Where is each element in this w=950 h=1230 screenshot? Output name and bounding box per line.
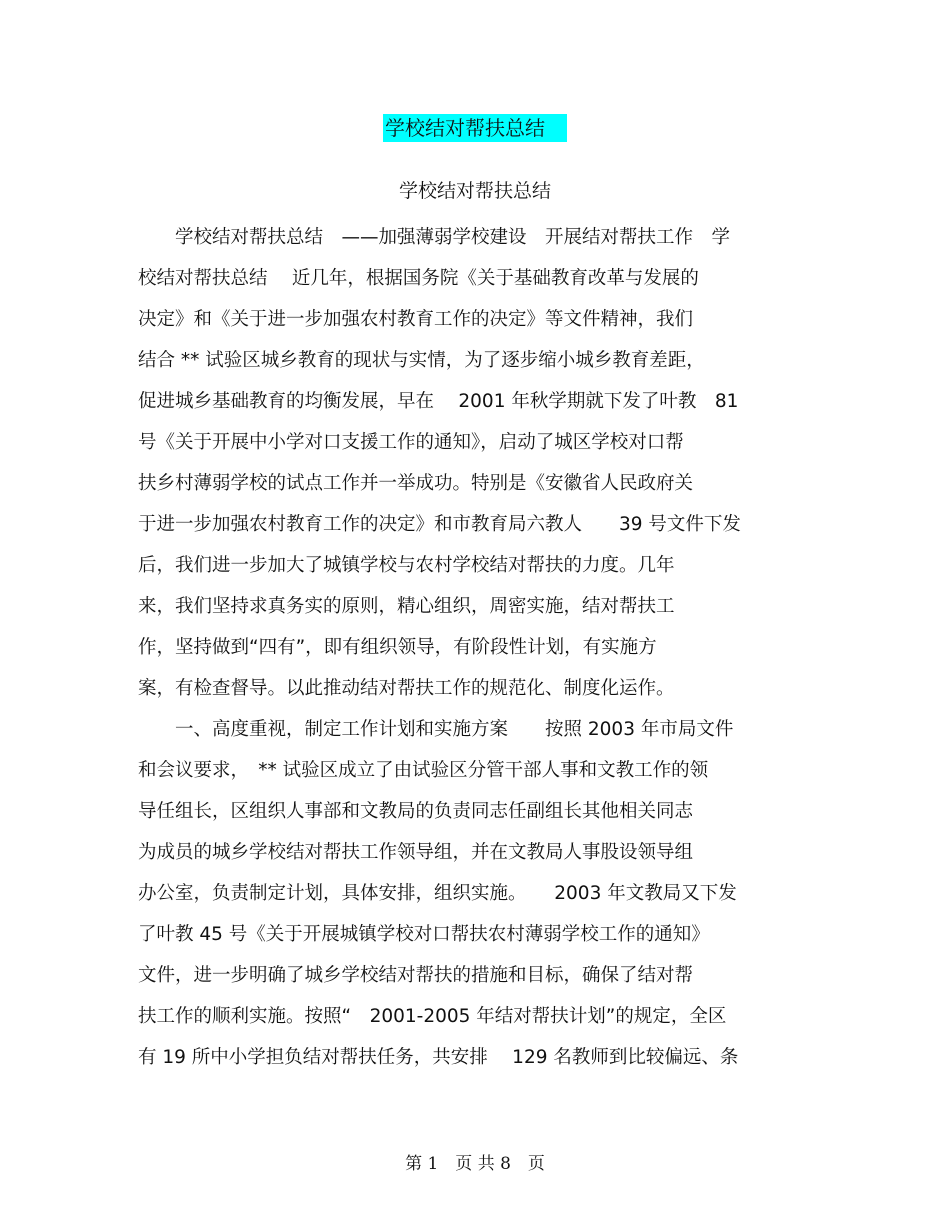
body-line: 扶工作的顺利实施。按照“ 2001-2005 年结对帮扶计划”的规定，全区 <box>138 1006 727 1027</box>
body-line: 结合 ** 试验区城乡教育的现状与实情，为了逐步缩小城乡教育差距， <box>138 350 705 371</box>
body-line: 有 19 所中小学担负结对帮扶任务，共安排 129 名教师到比较偏远、条 <box>138 1047 739 1068</box>
body-line: 号《关于开展中小学对口支援工作的通知》，启动了城区学校对口帮 <box>138 432 684 453</box>
body-line: 办公室，负责制定计划，具体安排，组织实施。 2003 年文教局又下发 <box>138 883 737 904</box>
body-line: 决定》和《关于进一步加强农村教育工作的决定》等文件精神，我们 <box>138 309 694 330</box>
body-line: 为成员的城乡学校结对帮扶工作领导组，并在文教局人事股设领导组 <box>138 842 694 863</box>
body-line: 了叶教 45 号《关于开展城镇学校对口帮扶农村薄弱学校工作的通知》 <box>138 924 710 945</box>
document-title-highlight: 学校结对帮扶总结 <box>383 114 567 142</box>
body-line: 作，坚持做到“四有”，即有组织领导，有阶段性计划，有实施方 <box>138 637 657 658</box>
body-line: 来，我们坚持求真务实的原则，精心组织，周密实施，结对帮扶工 <box>138 596 675 617</box>
body-line: 后，我们进一步加大了城镇学校与农村学校结对帮扶的力度。几年 <box>138 555 675 576</box>
body-line: 一、高度重视，制定工作计划和实施方案 按照 2003 年市局文件 <box>138 719 734 740</box>
body-line: 促进城乡基础教育的均衡发展，早在 2001 年秋学期就下发了叶教 81 <box>138 391 739 412</box>
body-line: 于进一步加强农村教育工作的决定》和市教育局六教人 39 号文件下发 <box>138 514 741 535</box>
body-line: 校结对帮扶总结 近几年，根据国务院《关于基础教育改革与发展的 <box>138 268 699 289</box>
document-subtitle: 学校结对帮扶总结 <box>398 180 551 202</box>
document-body <box>138 217 818 1078</box>
body-line: 案，有检查督导。以此推动结对帮扶工作的规范化、制度化运作。 <box>138 678 675 699</box>
document-title <box>0 112 950 144</box>
body-line: 导任组长，区组织人事部和文教局的负责同志任副组长其他相关同志 <box>138 801 694 822</box>
page-number-footer: 第 1 页 共 8 页 <box>405 1154 545 1174</box>
body-line: 和会议要求， ** 试验区成立了由试验区分管干部人事和文教工作的领 <box>138 760 709 781</box>
body-line: 文件，进一步明确了城乡学校结对帮扶的措施和目标，确保了结对帮 <box>138 965 694 986</box>
body-line: 学校结对帮扶总结 ——加强薄弱学校建设 开展结对帮扶工作 学 <box>138 227 731 248</box>
body-line: 扶乡村薄弱学校的试点工作并一举成功。特别是《安徽省人民政府关 <box>138 473 694 494</box>
